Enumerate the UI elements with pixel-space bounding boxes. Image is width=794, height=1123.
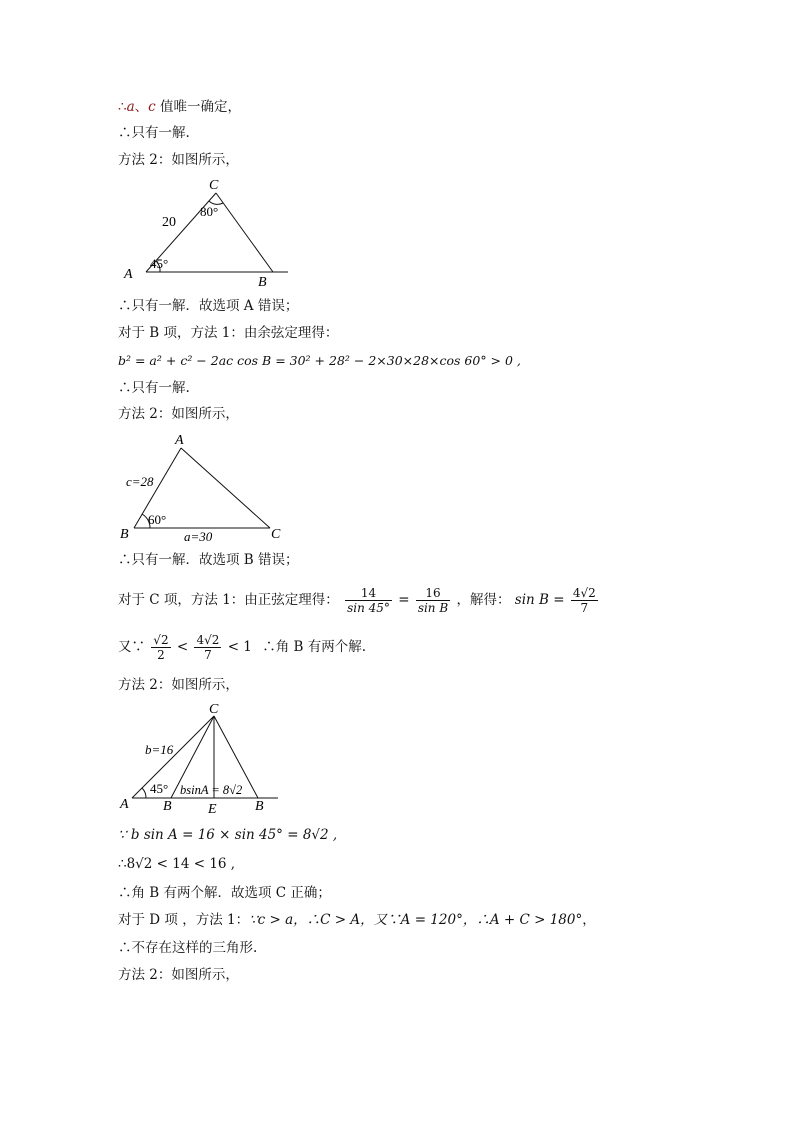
text: 值唯一确定， <box>155 99 242 115</box>
label-angle-80: 80° <box>200 204 219 219</box>
var-c: c <box>148 99 156 115</box>
numerator: √2 <box>153 633 169 647</box>
denominator: sin B <box>417 601 449 615</box>
label-B1: B <box>163 799 172 814</box>
sinB: sin B = <box>514 592 565 608</box>
line-inequality: ∴8√2 < 14 < 16 , <box>118 856 236 872</box>
label-C: C <box>271 527 281 542</box>
less-than: < <box>176 639 189 655</box>
label-side-20: 20 <box>162 215 176 230</box>
label-E: E <box>208 802 217 817</box>
line-option-c-correct: ∴角 B 有两个解．故选项 C 正确； <box>118 885 331 901</box>
figure-triangle-1 <box>118 176 298 291</box>
line-cosine-formula: b² = a² + c² − 2ac cos B = 30² + 28² − 2×30×28×cos 60° > 0 , <box>118 353 521 368</box>
figure-triangle-3 <box>118 700 298 820</box>
label-A: A <box>124 267 133 282</box>
given-A-120: ，又∵A = 120° <box>360 912 463 928</box>
line-option-c-method1 <box>118 580 600 620</box>
line-method2-c: 方法 2：如图所示， <box>118 677 239 693</box>
label-angle-45: 45° <box>150 256 169 271</box>
line-method2-d: 方法 2：如图所示， <box>118 967 239 983</box>
line-method2-b: 方法 2：如图所示， <box>118 406 239 422</box>
text: 对于 C 项，方法 1：由正弦定理得： <box>118 592 339 608</box>
line-comparison <box>118 627 366 667</box>
label-A: A <box>175 433 184 448</box>
label-angle-60: 60° <box>148 512 167 527</box>
text: ， <box>582 912 596 928</box>
var-a: a <box>126 99 135 115</box>
line-no-triangle: ∴不存在这样的三角形. <box>118 940 258 956</box>
label-B: B <box>120 527 129 542</box>
label-A: A <box>120 797 129 812</box>
label-angle-45: 45° <box>150 781 169 796</box>
label-B2: B <box>255 799 264 814</box>
therefore-symbol: ∴ <box>118 99 127 115</box>
text: ∴角 B 有两个解. <box>262 639 366 655</box>
equals: = <box>398 592 410 608</box>
conclusion-C-gt-A: ，∴C > A <box>293 912 361 928</box>
fraction-root2-2 <box>151 633 170 662</box>
line-option-a-wrong: ∴只有一解．故选项 A 错误； <box>118 298 299 314</box>
angle-arc-A <box>142 788 146 798</box>
numerator: 4√2 <box>572 586 596 600</box>
less-than-one: < 1 <box>227 639 252 655</box>
line-bsinA: ∵ b sin A = 16 × sin 45° = 8√2 , <box>118 827 338 843</box>
label-side-c: c=28 <box>126 474 154 489</box>
label-height: bsinA = 8√2 <box>180 783 243 797</box>
line-only-one-solution-2: ∴只有一解. <box>118 380 190 396</box>
line-a-c-determined <box>118 98 241 116</box>
line-option-d-method1 <box>118 911 596 929</box>
label-side-a: a=30 <box>184 529 213 544</box>
fraction-14-sin45 <box>345 586 392 615</box>
denominator: sin 45° <box>347 601 390 615</box>
text: ，解得： <box>456 592 511 608</box>
label-side-b: b=16 <box>145 742 174 757</box>
fraction-4root2-7 <box>194 633 221 662</box>
numerator: 16 <box>416 586 450 601</box>
denominator: 7 <box>204 648 212 662</box>
separator: 、 <box>134 99 149 115</box>
fraction-4root2-7 <box>571 586 598 615</box>
line-method2-a: 方法 2：如图所示， <box>118 152 239 168</box>
numerator: 4√2 <box>196 633 220 647</box>
side-AC <box>181 448 270 528</box>
label-B: B <box>258 275 267 290</box>
label-C: C <box>209 702 219 717</box>
figure-triangle-2 <box>118 430 298 545</box>
line-option-b-method1: 对于 B 项，方法 1：由余弦定理得： <box>118 325 339 341</box>
text: 又∵ <box>118 639 145 655</box>
condition-c-gt-a: ∵c > a <box>249 912 294 928</box>
denominator: 2 <box>157 648 165 662</box>
denominator: 7 <box>580 601 589 615</box>
side-CB <box>216 193 273 272</box>
text: 对于 D 项 ，方法 1： <box>118 912 250 928</box>
line-option-b-wrong: ∴只有一解．故选项 B 错误； <box>118 552 299 568</box>
label-C: C <box>209 178 219 193</box>
line-only-one-solution-1: ∴只有一解. <box>118 125 190 141</box>
sum-exceeds-180: ，∴A + C > 180° <box>462 912 583 928</box>
numerator: 14 <box>345 586 392 601</box>
fraction-16-sinB <box>416 586 450 615</box>
